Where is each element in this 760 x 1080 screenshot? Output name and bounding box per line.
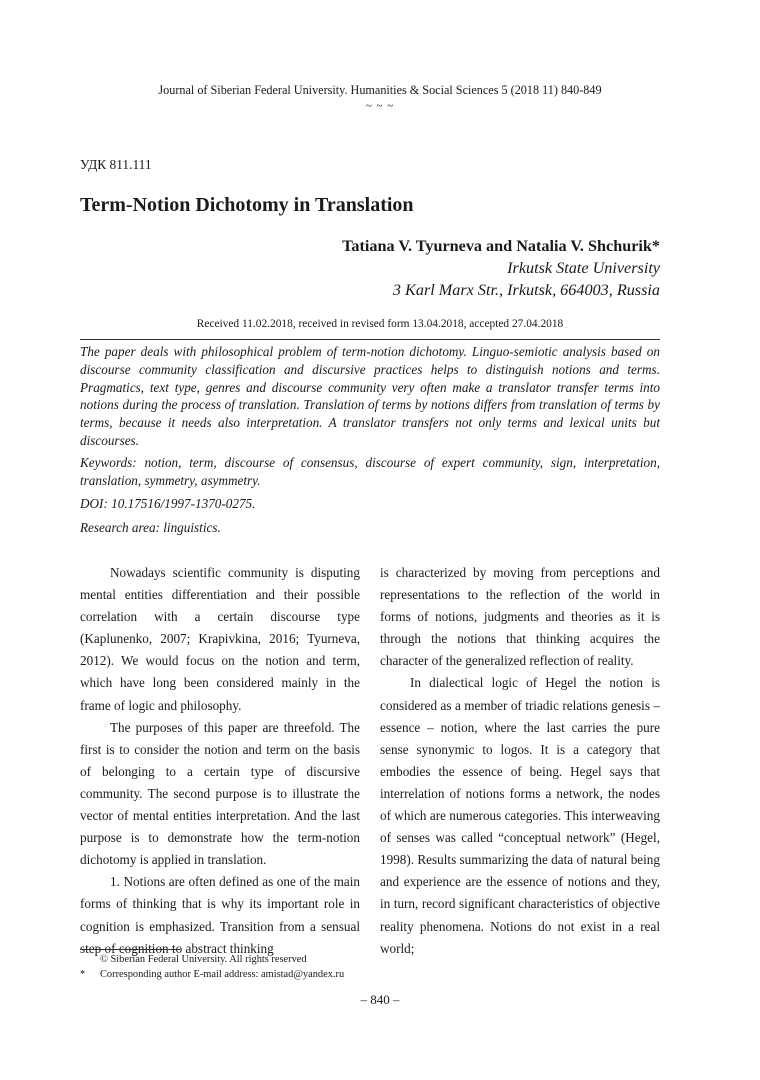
footnote-mark: *	[80, 968, 86, 980]
body-paragraph: 1. Notions are often defined as one of the main forms of thinking that is why its important role in cognition is emphasized. Transition from a sensual step of cognition to abstract thinking	[80, 874, 360, 956]
footnote-text: © Siberian Federal University. All rights reserved	[100, 954, 307, 965]
footnote-mark	[80, 953, 100, 968]
received-dates: Received 11.02.2018, received in revised form 13.04.2018, accepted 27.04.2018	[196, 318, 564, 330]
header-separator: ~ ~ ~	[365, 100, 395, 112]
footnote-corresponding	[80, 968, 344, 983]
keywords: Keywords: notion, term, discourse of consensus, discourse of expert community, sign, interpretation, translation, symmetry, asymmetry.	[80, 454, 660, 488]
body-column-right	[380, 562, 660, 960]
abstract-section	[80, 343, 660, 537]
footnote-text: Corresponding author E-mail address: amistad@yandex.ru	[100, 968, 345, 980]
author-address: 3 Karl Marx Str., Irkutsk, 664003, Russia	[392, 281, 660, 299]
article-title: Term-Notion Dichotomy in Translation	[80, 194, 414, 216]
author-names: Tatiana V. Tyurneva and Natalia V. Shchurik*	[342, 237, 660, 255]
udk-code: УДК 811.111	[80, 157, 152, 172]
footnote-copyright	[80, 953, 344, 968]
abstract-divider	[80, 339, 660, 340]
doi: DOI: 10.17516/1997-1370-0275.	[80, 496, 256, 512]
footnotes	[80, 953, 344, 982]
author-institution: Irkutsk State University	[507, 259, 660, 277]
abstract-text: The paper deals with philosophical problem of term-notion dichotomy. Linguo-semiotic analysis based on discourse community classification and discursive practices helps to distinguish notions and terms. Pragmatics, text type, genres and discourse community very often make a translator transfer terms into notions during the process of translation. Translation of terms by notions differs from translation of terms by terms, because it needs also interpretation. A translator transfers not only terms and lexical units but discourses.	[80, 344, 660, 448]
page-number: – 840 –	[360, 992, 400, 1007]
body-paragraph: In dialectical logic of Hegel the notion is considered as a member of triadic relations genesis – essence – notion, where the last carries the pure sense synonymic to logos. It is a category that embodies the essence of being. Hegel says that interrelation of notions forms a network, the nodes of which are numerous categories. This interweaving of senses was called “conceptual network” (Hegel, 1998). Results summarizing the data of natural being and experience are the essence of notions and they, in turn, record significant characteristics of objective reality phenomena. Notions do not exist in a real world;	[380, 675, 660, 956]
research-area: Research area: linguistics.	[80, 520, 221, 536]
journal-header: Journal of Siberian Federal University. Humanities & Social Sciences 5 (2018 11) 840-849	[158, 83, 602, 97]
author-block	[342, 235, 660, 301]
body-paragraph: The purposes of this paper are threefold. The first is to consider the notion and term on the basis of belonging to a certain type of discursive community. The second purpose is to illustrate the vector of mental entities interpretation. And the last purpose is to demonstrate how the term-notion dichotomy is applied in translation.	[80, 719, 360, 868]
body-paragraph: is characterized by moving from perceptions and representations to the reflection of the world in forms of notions, judgments and theories as it is through the notions that thinking acquires the character of the generalized reflection of reality.	[380, 565, 660, 669]
body-paragraph: Nowadays scientific community is disputing mental entities differentiation and their possible correlation with a certain discourse type (Kaplunenko, 2007; Krapivkina, 2016; Tyurneva, 2012). We would focus on the notion and term, which have long been considered mainly in the frame of logic and philosophy.	[80, 565, 360, 713]
body-column-left	[80, 562, 360, 960]
footnote-divider	[80, 949, 180, 950]
